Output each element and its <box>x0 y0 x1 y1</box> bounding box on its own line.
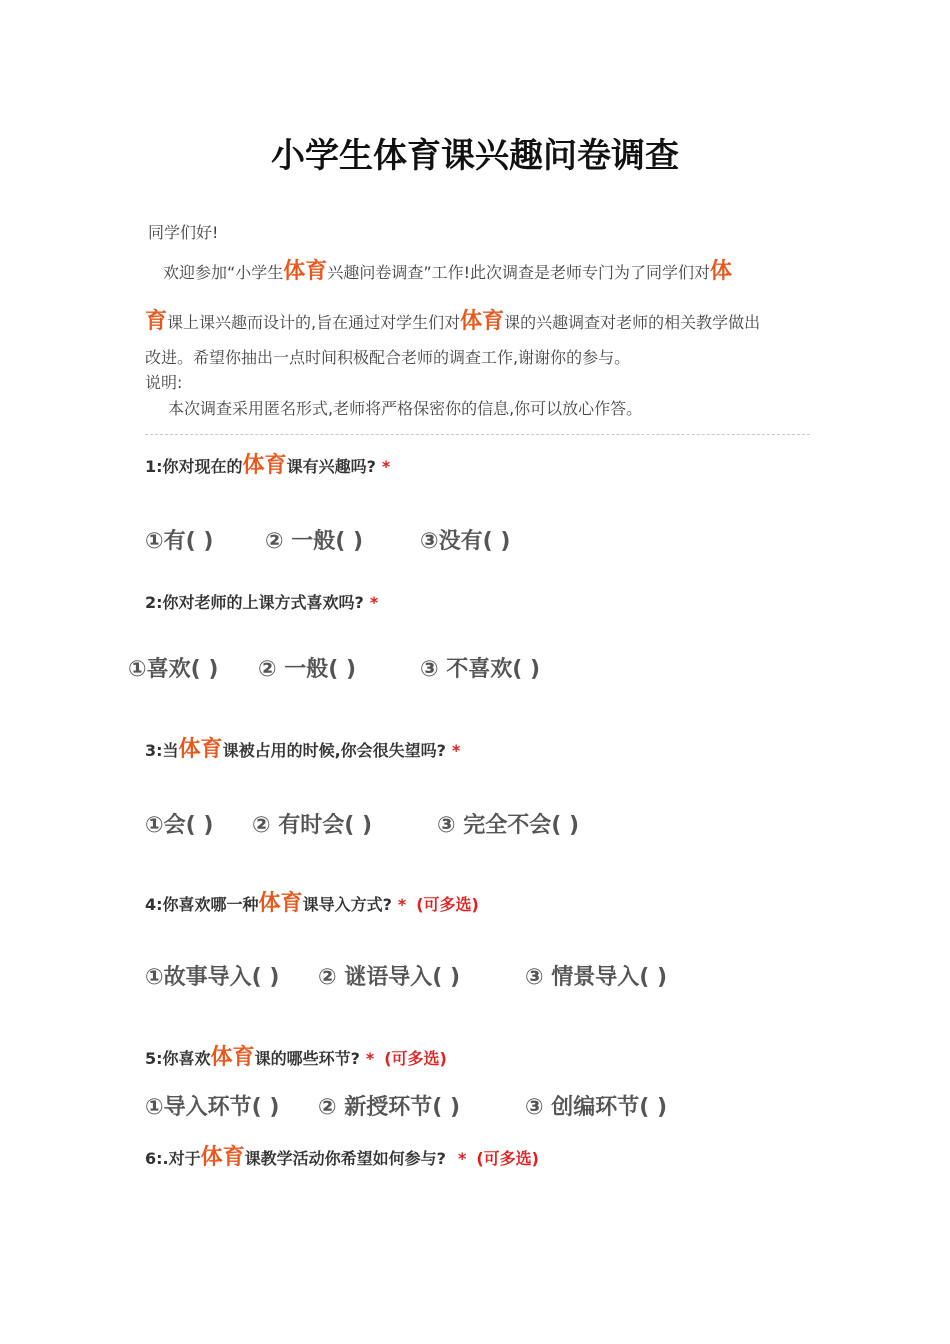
intro-highlight: 体育 <box>283 259 328 284</box>
q5-option-1[interactable]: ①导入环节( ) <box>145 1095 280 1120</box>
question-highlight: 体育 <box>210 1045 255 1070</box>
question-3 <box>145 732 460 763</box>
intro-line-3: 改进。希望你抽出一点时间积极配合老师的调查工作,谢谢你的参与。 <box>145 348 631 367</box>
intro-highlight: 体 <box>710 259 733 284</box>
question-6 <box>145 1140 539 1171</box>
intro-highlight: 育 <box>145 309 168 334</box>
page-title: 小学生体育课兴趣问卷调查 <box>271 136 679 176</box>
question-text: 课导入方式? <box>302 895 392 914</box>
intro-line-1 <box>163 254 732 285</box>
required-star: * <box>369 593 379 612</box>
q4-option-1[interactable]: ①故事导入( ) <box>145 965 280 990</box>
q1-option-1[interactable]: ①有( ) <box>145 529 214 554</box>
question-highlight: 体育 <box>242 453 287 478</box>
q2-option-1[interactable]: ①喜欢( ) <box>128 657 219 682</box>
required-star: * <box>381 457 391 476</box>
question-text: 课被占用的时候,你会很失望吗? <box>222 741 446 760</box>
intro-text: 欢迎参加“小学生 <box>163 263 284 282</box>
required-star: * <box>451 741 461 760</box>
question-text: 1:你对现在的 <box>145 457 243 476</box>
intro-highlight: 体育 <box>460 309 505 334</box>
required-star: * <box>457 1149 467 1168</box>
question-text: 4:你喜欢哪一种 <box>145 895 259 914</box>
question-text: 5:你喜欢 <box>145 1049 211 1068</box>
greeting: 同学们好! <box>148 223 219 242</box>
question-highlight: 体育 <box>200 1145 245 1170</box>
note-label: 说明: <box>145 373 183 392</box>
q3-option-3[interactable]: ③ 完全不会( ) <box>437 813 580 838</box>
question-text: 课有兴趣吗? <box>286 457 376 476</box>
q3-option-1[interactable]: ①会( ) <box>145 813 214 838</box>
question-highlight: 体育 <box>258 891 303 916</box>
multi-select-note: (可多选) <box>476 1149 539 1168</box>
question-text: 课的哪些环节? <box>254 1049 360 1068</box>
required-star: * <box>397 895 407 914</box>
note-text: 本次调查采用匿名形式,老师将严格保密你的信息,你可以放心作答。 <box>168 399 643 418</box>
q2-option-3[interactable]: ③ 不喜欢( ) <box>420 657 541 682</box>
multi-select-note: (可多选) <box>384 1049 447 1068</box>
q1-option-3[interactable]: ③没有( ) <box>420 529 511 554</box>
q2-option-2[interactable]: ② 一般( ) <box>258 657 357 682</box>
question-highlight: 体育 <box>178 737 223 762</box>
intro-text: 课的兴趣调查对老师的相关教学做出 <box>504 313 761 332</box>
q4-option-2[interactable]: ② 谜语导入( ) <box>318 965 461 990</box>
q3-option-2[interactable]: ② 有时会( ) <box>252 813 373 838</box>
multi-select-note: (可多选) <box>416 895 479 914</box>
question-5 <box>145 1040 447 1071</box>
q1-option-2[interactable]: ② 一般( ) <box>265 529 364 554</box>
section-divider <box>145 434 810 435</box>
q5-option-3[interactable]: ③ 创编环节( ) <box>525 1095 668 1120</box>
question-2 <box>145 590 378 613</box>
question-4 <box>145 886 479 917</box>
question-text: 课教学活动你希望如何参与? <box>244 1149 446 1168</box>
q4-option-3[interactable]: ③ 情景导入( ) <box>525 965 668 990</box>
question-1 <box>145 448 390 479</box>
question-text: 3:当 <box>145 741 179 760</box>
question-text: 6:.对于 <box>145 1149 201 1168</box>
intro-line-2 <box>145 304 760 335</box>
required-star: * <box>365 1049 375 1068</box>
intro-text: 兴趣问卷调查”工作!此次调查是老师专门为了同学们对 <box>327 263 711 282</box>
intro-text: 课上课兴趣而设计的,旨在通过对学生们对 <box>167 313 461 332</box>
q5-option-2[interactable]: ② 新授环节( ) <box>318 1095 461 1120</box>
question-text: 2:你对老师的上课方式喜欢吗? <box>145 593 364 612</box>
